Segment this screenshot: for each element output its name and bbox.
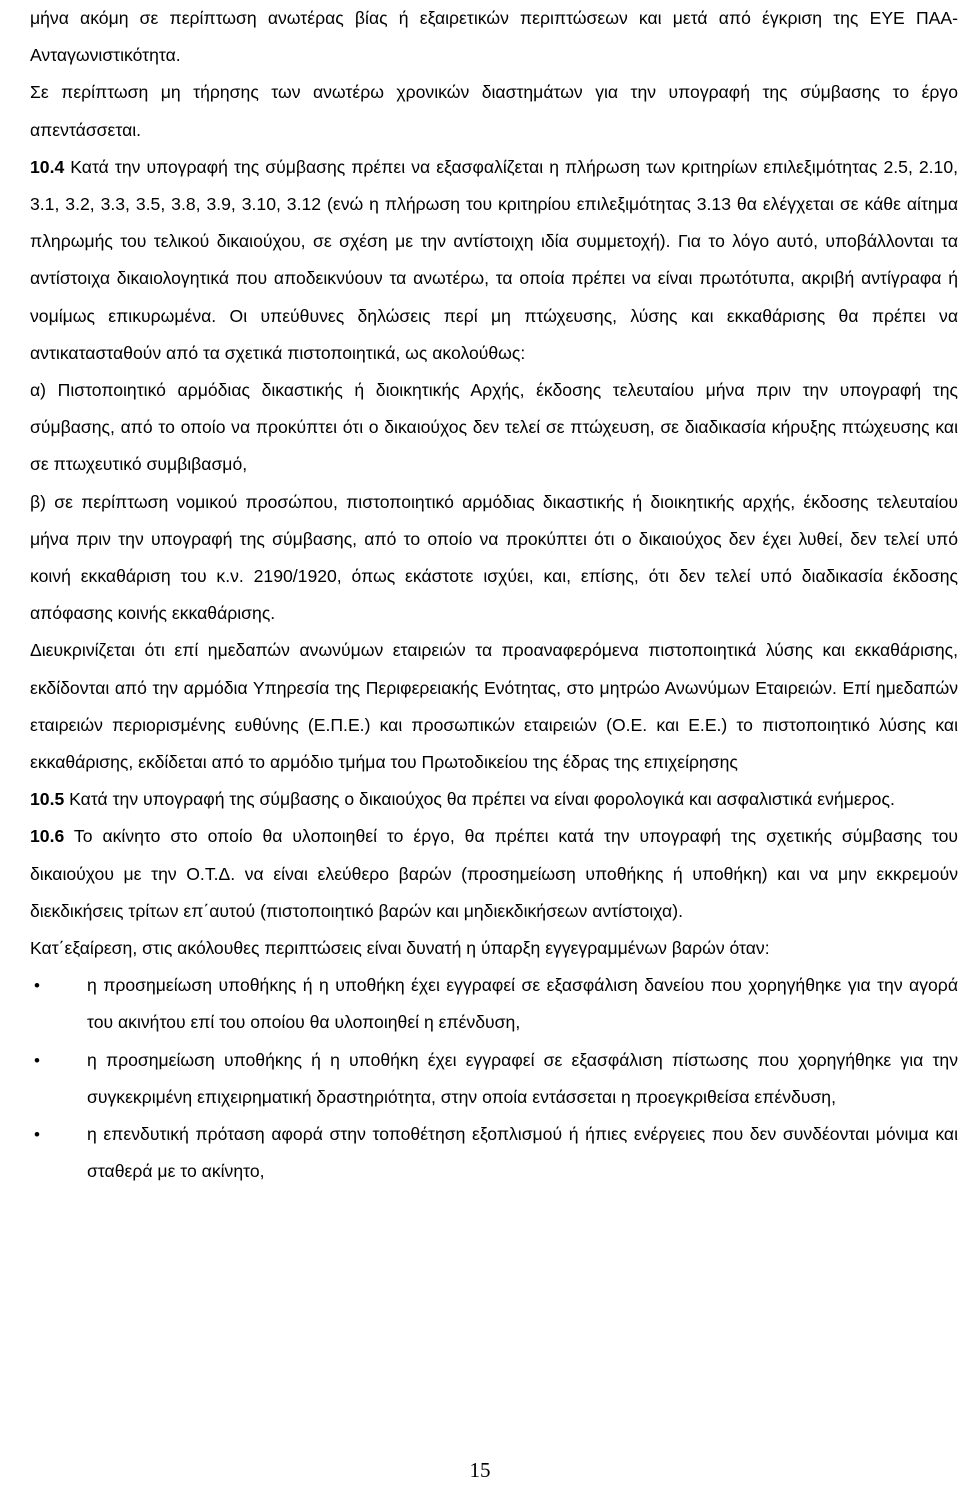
section-text: Το ακίνητο στο οποίο θα υλοποιηθεί το έργο, θα πρέπει κατά την υπογραφή της σχετικής σύμβασης του δικαιούχου με την Ο.Τ.Δ. να είναι ελεύθερο βαρών (προσημείωση υποθήκης ή υποθήκη) και να μην εκκρεμούν διεκδικήσεις τρίτων επ΄αυτού (πιστοποιητικό βαρών και μηδιεκδικήσεων αντίστοιχα). bbox=[30, 826, 958, 921]
exception-list bbox=[30, 967, 958, 1190]
page-number: 15 bbox=[469, 1458, 491, 1482]
bullet-icon: • bbox=[34, 976, 40, 996]
section-text: Κατά την υπογραφή της σύμβασης ο δικαιούχος θα πρέπει να είναι φορολογικά και ασφαλιστικά ενήμερος. bbox=[64, 789, 895, 810]
bullet-icon: • bbox=[34, 1125, 40, 1145]
list-item-text: η επενδυτική πρόταση αφορά στην τοποθέτηση εξοπλισμού ή ήπιες ενέργειες που δεν συνδέονται μόνιμα και σταθερά με το ακίνητο, bbox=[87, 1124, 958, 1182]
section-number: 10.4 bbox=[30, 156, 65, 177]
page-body bbox=[30, 0, 958, 1191]
item-b-paragraph: β) σε περίπτωση νομικού προσώπου, πιστοποιητικό αρμόδιας δικαστικής ή διοικητικής αρχής, έκδοσης τελευταίου μήνα πριν την υπογραφή της σύμβασης, από το οποίο να προκύπτει ότι ο δικαιούχος δεν έχει λυθεί, δεν τελεί υπό κοινή εκκαθάριση του κ.ν. 2190/1920, όπως εκάστοτε ισχύει, και, επίσης, ότι δεν τελεί υπό διαδικασία έκδοσης απόφασης κοινής εκκαθάρισης. bbox=[30, 491, 958, 624]
list-item bbox=[30, 967, 958, 1041]
section-10-4 bbox=[30, 149, 958, 372]
section-number: 10.5 bbox=[30, 789, 65, 810]
list-item bbox=[30, 1042, 958, 1116]
exception-intro: Κατ΄εξαίρεση, στις ακόλουθες περιπτώσεις είναι δυνατή η ύπαρξη εγγεγραμμένων βαρών όταν: bbox=[30, 938, 770, 959]
section-10-5 bbox=[30, 781, 958, 818]
list-item-text: η προσημείωση υποθήκης ή η υποθήκη έχει εγγραφεί σε εξασφάλιση πίστωσης που χορηγήθηκε για την συγκεκριμένη επιχειρηματική δραστηριότητα, στην οποία εντάσσεται η προεγκριθείσα επένδυση, bbox=[87, 1049, 958, 1107]
bullet-icon: • bbox=[34, 1050, 40, 1070]
list-item bbox=[30, 1116, 958, 1190]
section-10-6 bbox=[30, 818, 958, 930]
item-a-paragraph: α) Πιστοποιητικό αρμόδιας δικαστικής ή διοικητικής Αρχής, έκδοσης τελευταίου μήνα πριν την υπογραφή της σύμβασης, από το οποίο να προκύπτει ότι ο δικαιούχος δεν τελεί σε πτώχευση, σε διαδικασία κήρυξης πτώχευσης και σε πτωχευτικό συμβιβασμό, bbox=[30, 380, 958, 475]
paragraph-continuation: μήνα ακόμη σε περίπτωση ανωτέρας βίας ή εξαιρετικών περιπτώσεων και μετά από έγκριση της ΕΥΕ ΠΑΑ-Ανταγωνιστικότητα. bbox=[30, 8, 958, 66]
paragraph-deadline-note: Σε περίπτωση μη τήρησης των ανωτέρω χρονικών διαστημάτων για την υπογραφή της σύμβασης το έργο απεντάσσεται. bbox=[30, 82, 958, 140]
section-text: Κατά την υπογραφή της σύμβασης πρέπει να εξασφαλίζεται η πλήρωση των κριτηρίων επιλεξιμότητας 2.5, 2.10, 3.1, 3.2, 3.3, 3.5, 3.8, 3.9, 3.10, 3.12 (ενώ η πλήρωση του κριτηρίου επιλεξιμότητας 3.13 θα ελέγχεται σε κάθε αίτημα πληρωμής του τελικού δικαιούχου, σε σχέση με την αντίστοιχη ιδία συμμετοχή). Για το λόγο αυτό, υποβάλλονται τα αντίστοιχα δικαιολογητικά που αποδεικνύουν τα ανωτέρω, τα οποία πρέπει να είναι πρωτότυπα, ακριβή αντίγραφα ή νομίμως επικυρωμένα. Οι υπεύθυνες δηλώσεις περί μη πτώχευσης, λύσης και εκκαθάρισης θα πρέπει να αντικατασταθούν από τα σχετικά πιστοποιητικά, ως ακολούθως: bbox=[30, 156, 958, 363]
list-item-text: η προσημείωση υποθήκης ή η υποθήκη έχει εγγραφεί σε εξασφάλιση δανείου που χορηγήθηκε για την αγορά του ακινήτου επί του οποίου θα υλοποιηθεί η επένδυση, bbox=[87, 975, 958, 1033]
clarification-paragraph: Διευκρινίζεται ότι επί ημεδαπών ανωνύμων εταιρειών τα προαναφερόμενα πιστοποιητικά λύσης και εκκαθάρισης, εκδίδονται από την αρμόδια Υπηρεσία της Περιφερειακής Ενότητας, στο μητρώο Ανωνύμων Εταιρειών. Επί ημεδαπών εταιρειών περιορισμένης ευθύνης (Ε.Π.Ε.) και προσωπικών εταιρειών (Ο.Ε. και Ε.Ε.) το πιστοποιητικό λύσης και εκκαθάρισης, εκδίδεται από το αρμόδιο τμήμα του Πρωτοδικείου της έδρας της επιχείρησης bbox=[30, 640, 958, 773]
section-number: 10.6 bbox=[30, 826, 65, 847]
